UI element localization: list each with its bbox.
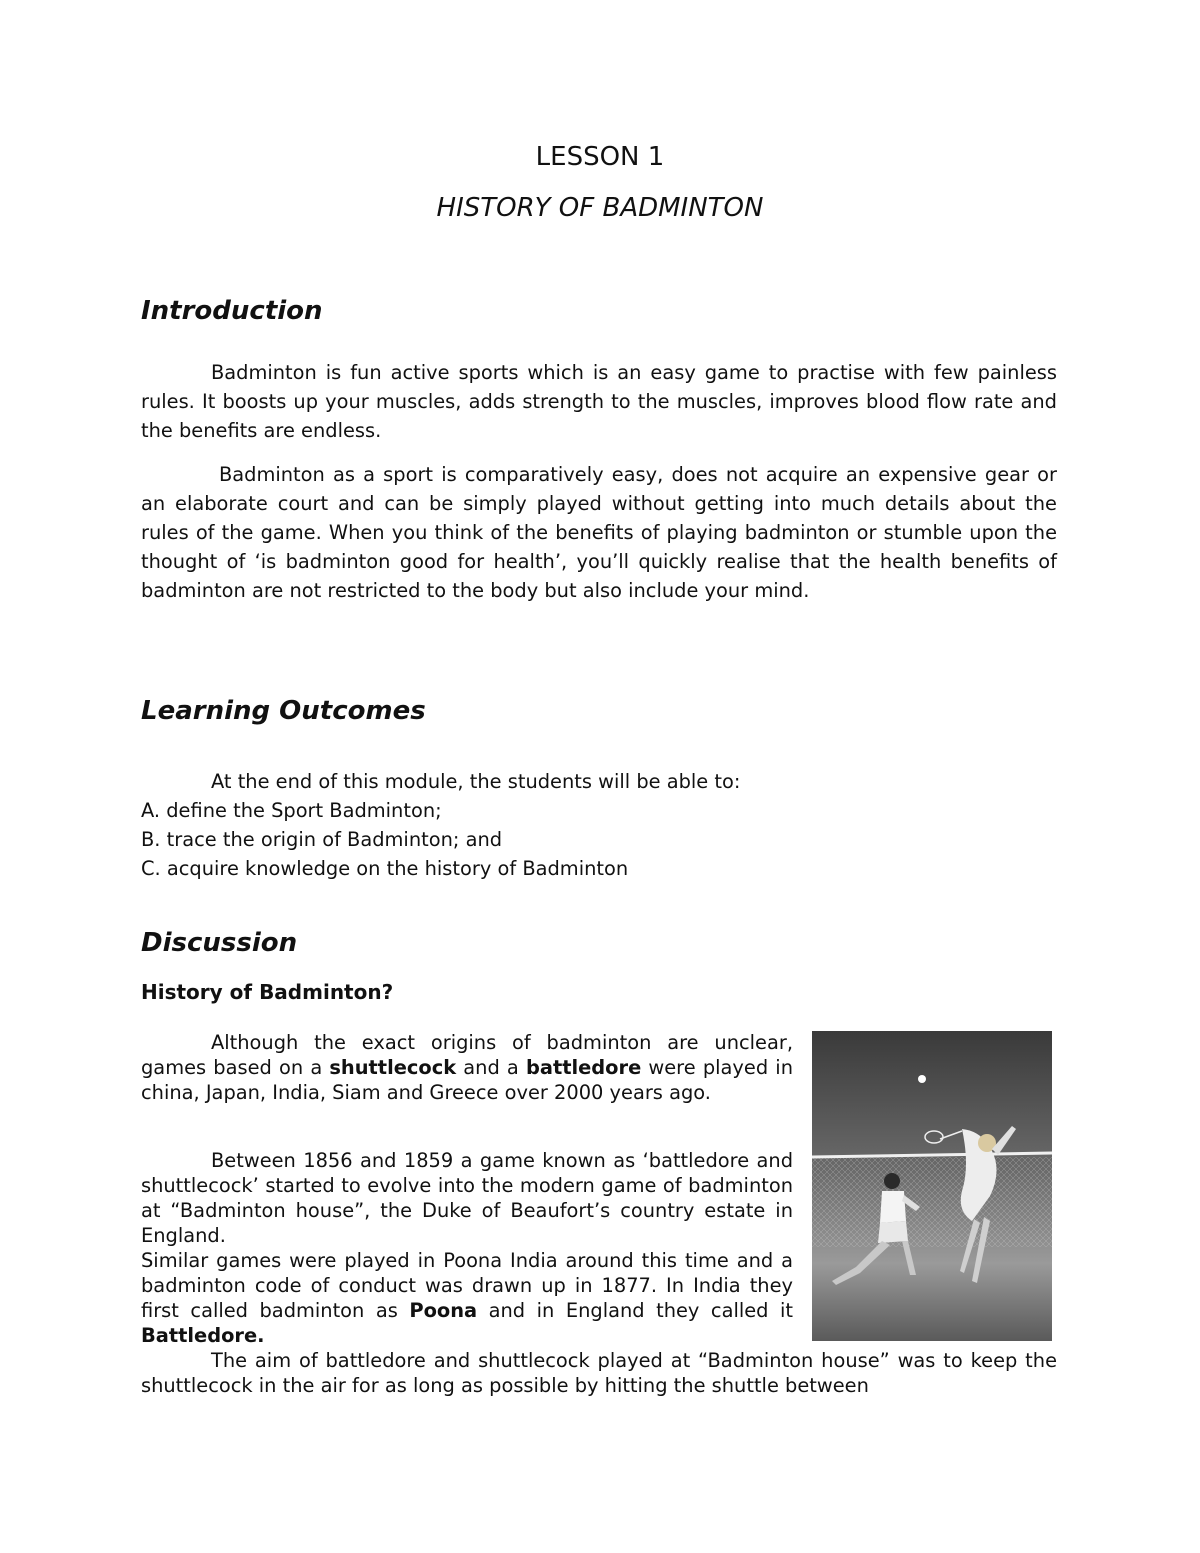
history-subheading: History of Badminton? [141,980,394,1004]
list-item: B. trace the origin of Badminton; and [141,828,503,851]
lesson-title: LESSON 1 [535,142,665,172]
discussion-paragraph-2: Between 1856 and 1859 a game known as ‘battledore and shuttlecock’ started to evolve into the modern game of badminton at “Badminton house”, the Duke of Beaufort’s country estate in England. [141,1149,793,1247]
list-item: A. define the Sport Badminton; [141,799,442,822]
introduction-heading: Introduction [141,296,323,326]
battledore-term-2: Battledore. [141,1324,265,1347]
poona-term: Poona [409,1299,478,1322]
introduction-paragraph-1: Badminton is fun active sports which is an easy game to practise with few painless rules. It boosts up your muscles, adds strength to the muscles, improves blood flow rate and the benefits are endless. [141,361,1057,442]
learning-outcomes-list [141,767,1057,883]
badminton-players-photo [812,1031,1052,1341]
discussion-heading: Discussion [141,928,298,958]
learning-outcomes-lead: At the end of this module, the students will be able to: [211,770,741,793]
shuttlecock-term: shuttlecock [329,1056,457,1079]
list-item: C. acquire knowledge on the history of Badminton [141,857,629,880]
learning-outcomes-heading: Learning Outcomes [141,696,426,726]
lesson-subtitle: HISTORY OF BADMINTON [436,193,764,223]
discussion-paragraph-1: Although the exact origins of badminton are unclear, games based on a shuttlecock and a battledore were played in china, Japan, India, Siam and Greece over 2000 years ago. [141,1031,793,1104]
battledore-term: battledore [526,1056,642,1079]
discussion-paragraph-4: The aim of battledore and shuttlecock played at “Badminton house” was to keep the shuttlecock in the air for as long as possible by hitting the shuttle between [141,1349,1057,1397]
discussion-paragraph-3: Similar games were played in Poona India around this time and a badminton code of conduct was drawn up in 1877. In India they first called badminton as Poona and in England they called it Battledore. [141,1249,793,1347]
introduction-paragraph-2: Badminton as a sport is comparatively easy, does not acquire an expensive gear or an elaborate court and can be simply played without getting into much details about the rules of the game. When you think of the benefits of playing badminton or stumble upon the thought of ‘is badminton good for health’, you’ll quickly realise that the health benefits of badminton are not restricted to the body but also include your mind. [141,463,1057,602]
